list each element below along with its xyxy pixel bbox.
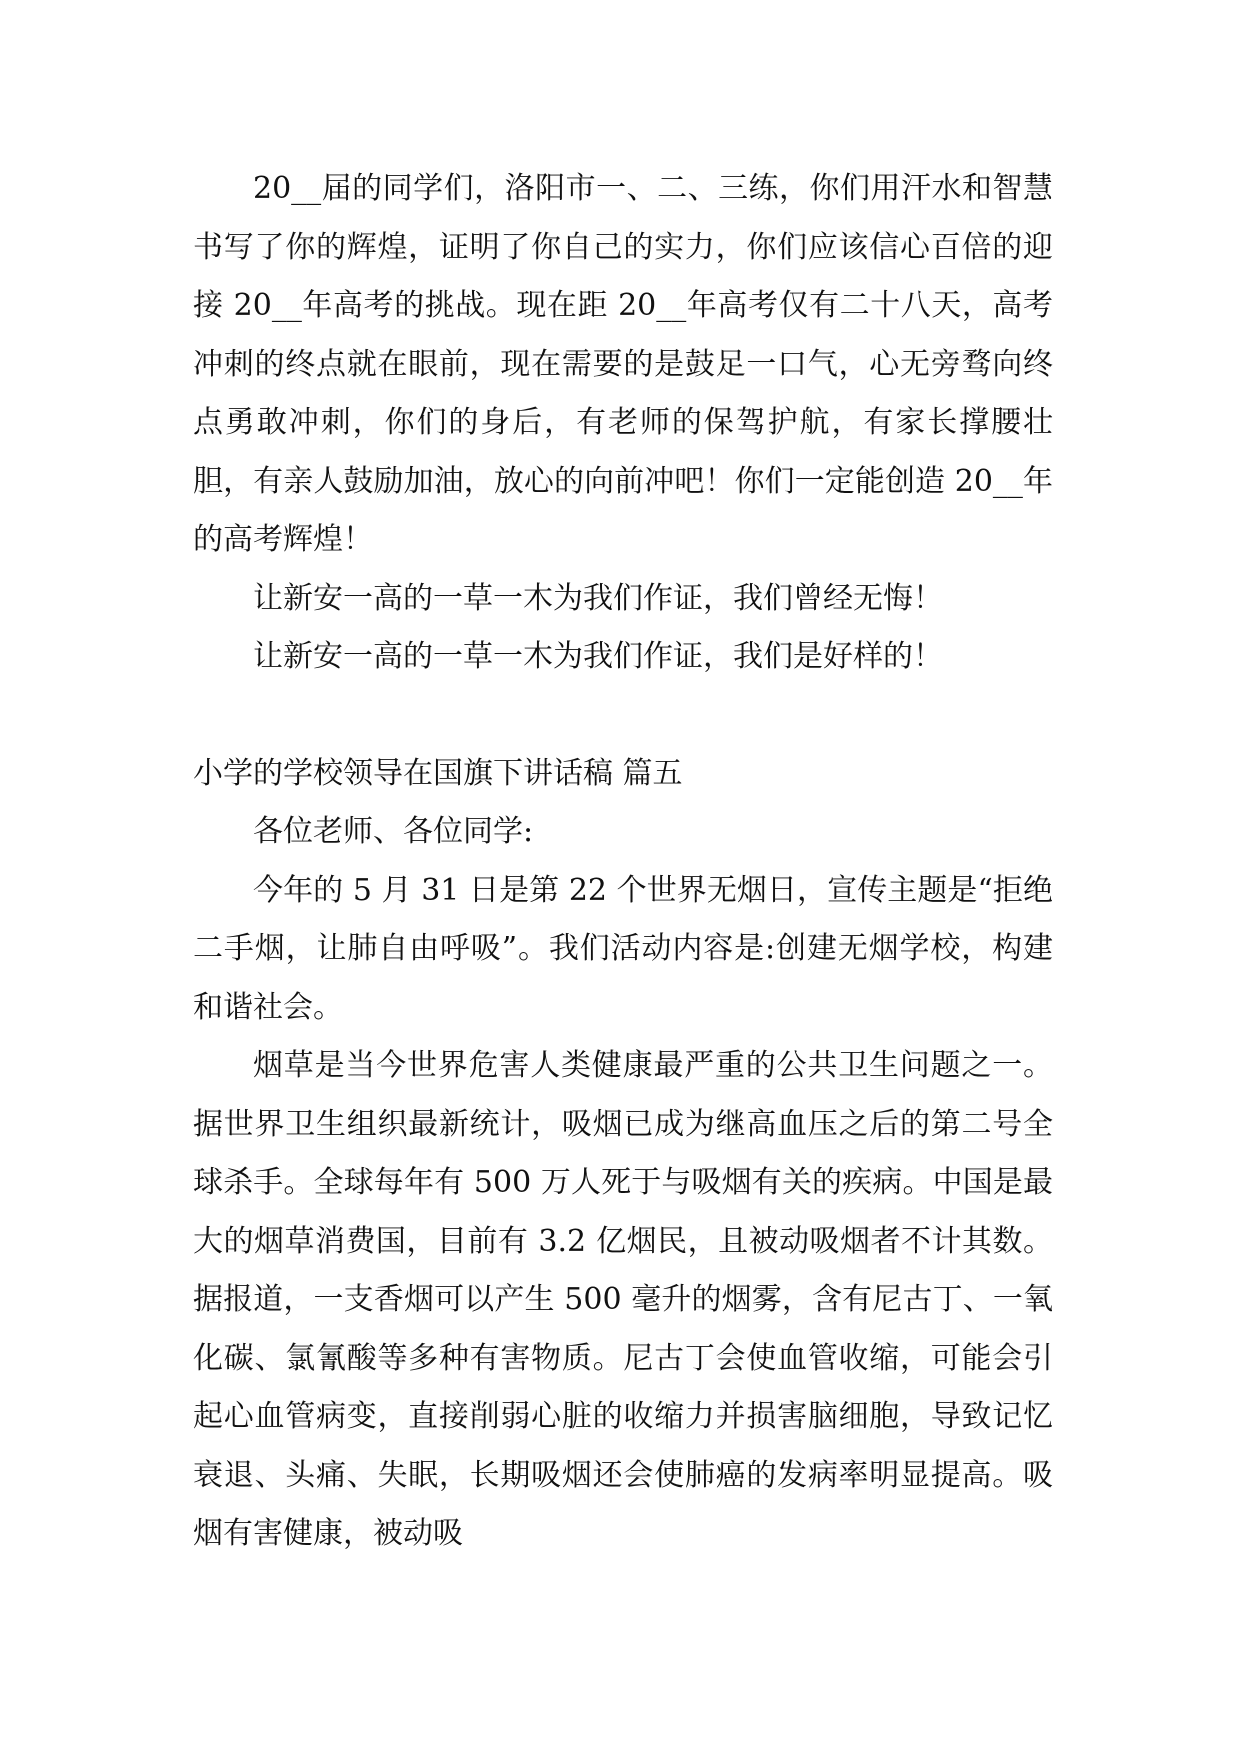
paragraph-pledge-1: 让新安一高的一草一木为我们作证，我们曾经无悔！: [253, 580, 943, 616]
document-page: [193, 160, 1053, 1564]
section-title: 小学的学校领导在国旗下讲话稿 篇五: [193, 755, 683, 791]
paragraph-encouragement: 20__届的同学们，洛阳市一、二、三练，你们用汗水和智慧书写了你的辉煌，证明了你自己的实力，你们应该信心百倍的迎接 20__年高考的挑战。现在距 20__年高考仅有二十八天，高考冲刺的终点就在眼前，现在需要的是鼓足一口气，心无旁骛向终点勇敢冲刺，你们的身后，有老师的保驾护航，有家长撑腰壮胆，有亲人鼓励加油，放心的向前冲吧！你们一定能创造 20__年的高考辉煌！: [193, 171, 1053, 557]
paragraph-pledge-2: 让新安一高的一草一木为我们作证，我们是好样的！: [253, 639, 943, 674]
paragraph-tobacco-harm: 烟草是当今世界危害人类健康最严重的公共卫生问题之一。据世界卫生组织最新统计，吸烟已成为继高血压之后的第二号全球杀手。全球每年有 500 万人死于与吸烟有关的疾病。中国是最大的烟草消费国，目前有 3.2 亿烟民，且被动吸烟者不计其数。据报道，一支香烟可以产生 500 毫升的烟雾，含有尼古丁、一氧化碳、氯氰酸等多种有害物质。尼古丁会使血管收缩，可能会引起心血管病变，直接削弱心脏的收缩力并损害脑细胞，导致记忆衰退、头痛、失眠，长期吸烟还会使肺癌的发病率明显提高。吸烟有害健康，被动吸: [193, 1048, 1053, 1551]
paragraph-greeting: 各位老师、各位同学:: [253, 814, 534, 849]
paragraph-theme: 今年的 5 月 31 日是第 22 个世界无烟日，宣传主题是“拒绝二手烟，让肺自由呼吸”。我们活动内容是:创建无烟学校，构建和谐社会。: [193, 872, 1053, 1025]
